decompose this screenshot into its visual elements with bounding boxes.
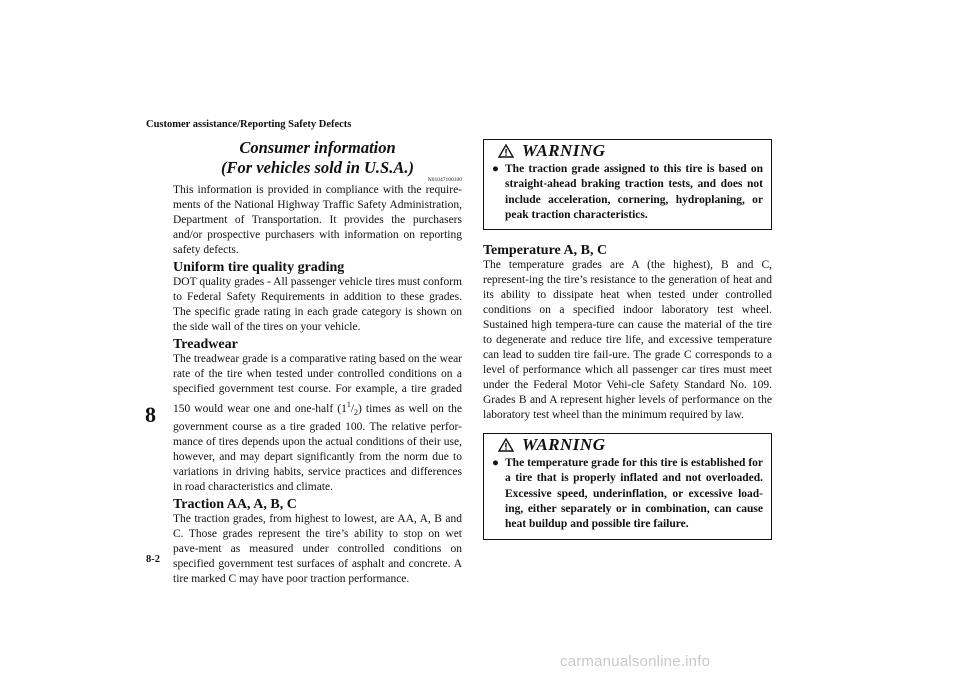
warning-triangle-icon <box>498 438 514 452</box>
warning-box-temperature <box>483 433 772 539</box>
section-title-line1: Consumer information <box>239 138 396 157</box>
section-title-line2: (For vehicles sold in U.S.A.) <box>221 158 414 177</box>
warning-triangle-icon <box>498 144 514 158</box>
fraction-slash: / <box>350 402 355 415</box>
chapter-tab: 8 <box>145 402 156 427</box>
uniform-grading-paragraph: DOT quality grades - All passenger vehicle tires must conform to Federal Safety Requirements in addition to these grades. The specific grade rating in each grade category is shown on the side wall of the tires on your vehicle. <box>173 276 462 333</box>
temperature-paragraph: The temperature grades are A (the highest), B and C, represent-ing the tire’s resistance to the generation of heat and its ability to dissipate heat when tested under controlled conditions on a specified indoor laboratory test wheel. Sustained high tempera-ture can cause the material of the tire to degenerate and reduce tire life, and excessive temperature can lead to sudden tire fail-ure. The grade C corresponds to a level of performance which all passenger car tires must meet under the Federal Motor Vehi-cle Safety Standard No. 109. Grades B and A represent higher levels of performance on the laboratory test wheel than the minimum required by law. <box>483 259 772 422</box>
page-number: 8-2 <box>146 554 160 565</box>
treadwear-heading: Treadwear <box>173 337 238 352</box>
left-column <box>173 138 462 587</box>
warning-text: The temperature grade for this tire is established for a tire that is properly inflated and not overloaded. Excessive speed, underinflation, or excessive load-ing, either separately or in combination, can cause heat buildup and possible tire failure. <box>505 457 763 531</box>
warning-box-traction <box>483 139 772 230</box>
warning-label: WARNING <box>522 434 606 454</box>
traction-heading: Traction AA, A, B, C <box>173 497 297 513</box>
warning-text: The traction grade assigned to this tire is based on straight-ahead braking traction tests, and does not include acceleration, cornering, hydroplaning, or peak traction characteristics. <box>505 163 763 221</box>
uniform-grading-heading: Uniform tire quality grading <box>173 260 345 275</box>
warning-body <box>484 455 771 538</box>
fraction-numerator: 1 <box>346 400 351 409</box>
right-column <box>483 139 772 540</box>
treadwear-text-part1: The treadwear grade is a comparative rating based on the wear rate of the tire when tested under controlled conditions on a specified government test course. For example, a tire graded 150 would wear one and one-half ( <box>173 353 462 415</box>
treadwear-text-part2: ) times as well on the government course as a tire graded 100. The relative perfor-mance of tires depends upon the actual conditions of their use, however, and may depart significantly from the norm due to variations in driving habits, service practices and differences in road characteristics and climate. <box>173 402 462 494</box>
temperature-heading: Temperature A, B, C <box>483 243 608 259</box>
fraction-whole: 1 <box>341 402 347 415</box>
treadwear-paragraph <box>173 352 462 495</box>
warning-header <box>484 140 771 161</box>
bullet-icon: ● <box>492 163 499 175</box>
section-code: N01047100100 <box>427 177 462 183</box>
warning-label: WARNING <box>522 140 606 160</box>
intro-paragraph: This information is provided in compliance with the require-ments of the National Highway Traffic Safety Administration, Department of Transportation. It provides the purchasers and/or prospective purchasers with information on reporting safety defects. <box>173 184 462 256</box>
fraction-denominator: 2 <box>354 408 359 418</box>
watermark: carmanualsonline.info <box>560 653 711 670</box>
warning-body <box>484 161 771 229</box>
bullet-icon: ● <box>492 457 499 470</box>
warning-header <box>484 434 771 455</box>
traction-paragraph: The traction grades, from highest to lowest, are AA, A, B and C. Those grades represent the tire’s ability to stop on wet pave-ment as measured under controlled conditions on specified government test surfaces of asphalt and concrete. A tire marked C may have poor traction performance. <box>173 513 462 586</box>
running-head: Customer assistance/Reporting Safety Defects <box>146 119 352 130</box>
